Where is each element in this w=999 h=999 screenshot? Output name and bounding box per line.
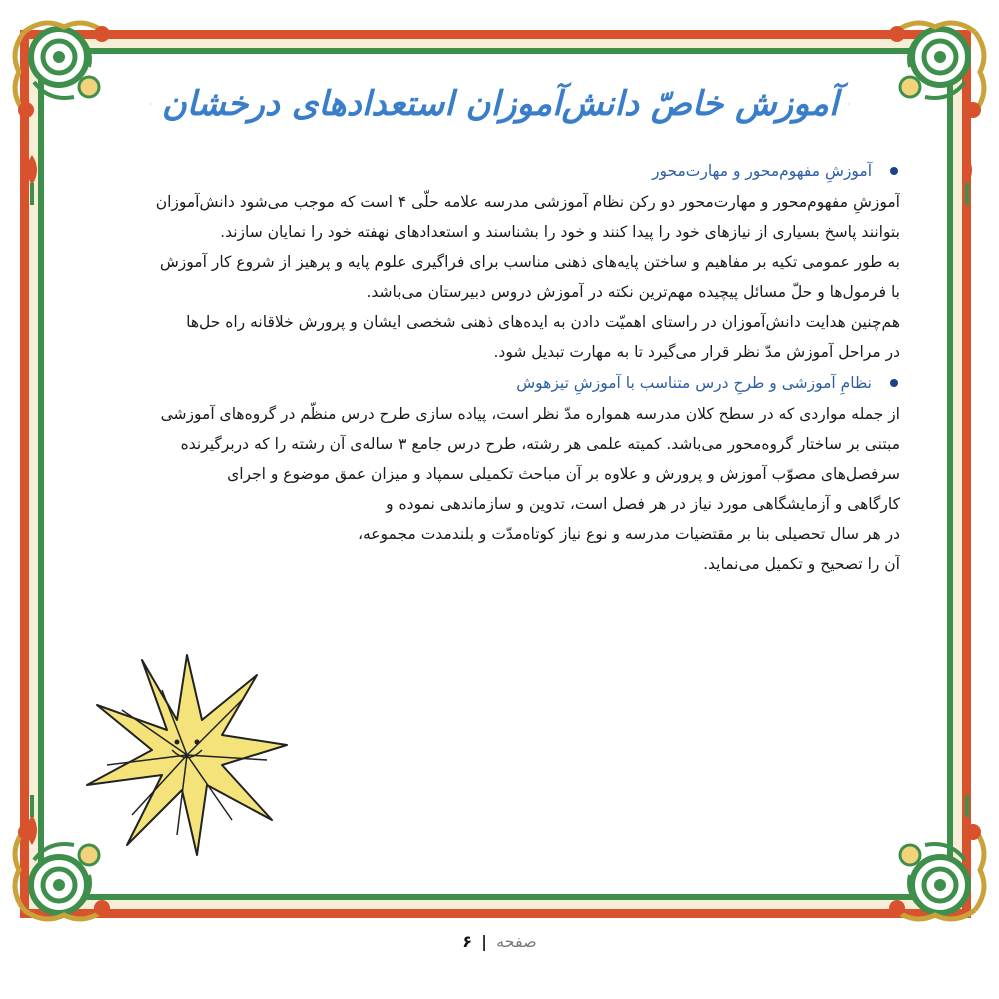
side-ornament-left-bottom <box>20 790 44 850</box>
paragraph-line: بتوانند پاسخ بسیاری از نیازهای خود را پیدا کنند و خود را بشناسند و استعدادهای نهفته خود را نمایان سازند. <box>220 223 900 241</box>
paragraph-line: سرفصل‌های مصوّب آموزش و پرورش و علاوه بر آن مباحث تکمیلی سمپاد و میزان عمق موضوع و اجرای <box>227 465 900 483</box>
paragraph-line: مبتنی بر ساختار گروه‌محور می‌باشد. کمیته علمی هر رشته، طرح درس جامع ۳ ساله‌ی آن رشته را که دربرگیرنده <box>180 435 900 453</box>
title-ornament-left <box>150 74 152 134</box>
paragraph-line: در هر سال تحصیلی بنا بر مقتضیات مدرسه و نوع نیاز کوتاه‌مدّت و بلندمدت مجموعه، <box>357 525 900 543</box>
bullet-icon <box>890 379 898 387</box>
page-number-value: ۶ <box>462 932 473 951</box>
spiky-sun-illustration <box>82 650 292 860</box>
side-ornament-right-top <box>955 150 979 210</box>
paragraph-line: با فرمول‌ها و حلّ مسائل پیچیده مهم‌ترین نکته در آموزش دروس دبیرستان می‌باشد. <box>366 283 900 301</box>
paragraph-line: در مراحل آموزش مدّ نظر قرار می‌گیرد تا به مهارت تبدیل شود. <box>493 343 900 361</box>
bullet-icon <box>890 167 898 175</box>
section-heading: آموزشِ مفهوم‌محور و مهارت‌محور <box>70 155 900 187</box>
section-heading: نظامِ آموزشی و طرحِ درس متناسب با آموزشِ تیزهوش <box>70 367 900 399</box>
paragraph-line: آن را تصحیح و تکمیل می‌نماید. <box>703 555 900 573</box>
title-ornament-right <box>848 74 850 134</box>
corner-ornament-top-left <box>4 12 134 142</box>
paragraph-line: به طور عمومی تکیه بر مفاهیم و ساختن پایه‌های ذهنی مناسب برای فراگیری علوم پایه و پرهیز از شروع کار آموزش <box>159 253 900 271</box>
page-title: آموزش خاصّ دانش‌آموزان استعدادهای درخشان <box>161 84 839 124</box>
side-ornament-right-bottom <box>955 790 979 850</box>
side-ornament-left-top <box>20 150 44 210</box>
paragraph-line: کارگاهی و آزمایشگاهی مورد نیاز در هر فصل است، تدوین و سازماندهی نموده و <box>386 495 900 513</box>
page-separator: | <box>481 932 487 951</box>
corner-ornament-top-right <box>865 12 995 142</box>
page-word: صفحه <box>496 932 537 951</box>
page-number <box>0 932 999 951</box>
paragraph-line: هم‌چنین هدایت دانش‌آموزان در راستای اهمیّت دادن به ایده‌های ذهنی شخصی ایشان و پرورش خلاقانه راه حل‌ها <box>186 313 900 331</box>
title-block <box>150 64 850 144</box>
document-body <box>70 155 900 579</box>
paragraph-line: آموزشِ مفهوم‌محور و مهارت‌محور دو رکن نظام آموزشی مدرسه علامه حلّی ۴ است که موجب می‌شود دانش‌آموزان <box>155 193 900 211</box>
paragraph-line: از جمله مواردی که در سطح کلان مدرسه همواره مدّ نظر است، پیاده سازی طرح درس منظّم در گروه‌های آموزشی <box>160 405 900 423</box>
